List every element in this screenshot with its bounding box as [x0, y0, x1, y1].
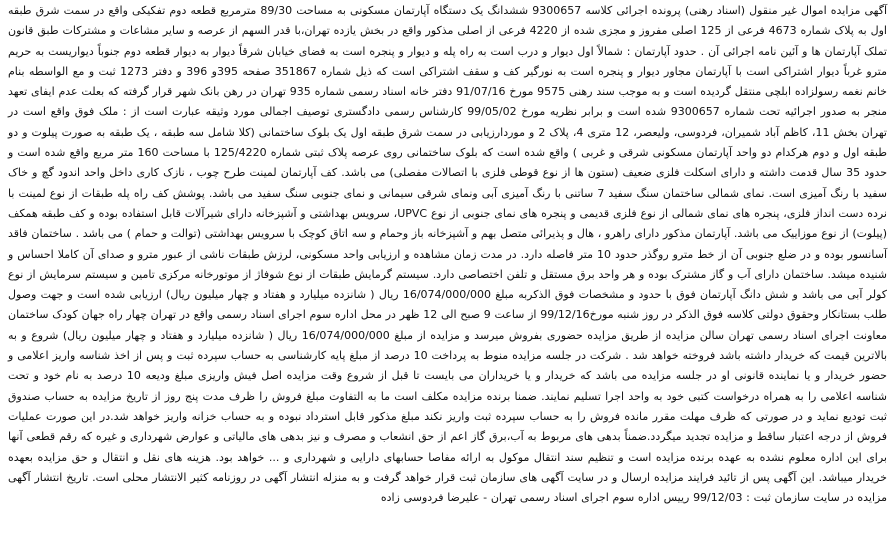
auction-notice-body: آگهی مزایده اموال غیر منقول (اسناد رهنی) پرونده اجرائی کلاسه 9300657 ششدانگ یک دستگاه آپارتمان مسکونی به مساحت 89/30 مترمربع قطعه دوم تفکیکی واقع در سمت شرق طبقه اول به پلاک شماره 4673 فرعی از 125 اصلی مفروز و مجزی شده از 4220 فرعی از اصلی مذکور واقع در بخش یازده تهران،با قدر السهم از عرصه و سایر مشاعات و مشترکات طبق قانون تملک آپارتمان ها و آئین نامه اجرائی آن . حدود آپارتمان : شمالاً اول دیوار و درب است به راه پله و دیوار و پنجره است به فضای خیابان شرقاً دیوار به دیوار قطعه دوم جنوباً دیواریست به حریم مترو غرباً دیوار اشتراکی است با آپارتمان مجاور دیوار و پنجره است به نورگیر کف و سقف اشتراکی است که ذیل شماره 351867 صفحه 395و 396 و دفتر 1273 ثبت و مع الواسطه بنام خانم نغمه رسولزاده ابلچی منتقل گردیده است و به موجب سند رهنی 9575 مورخ 91/07/16 دفتر خانه اسناد رسمی شماره 935 تهران در رهن بانک شهر قرار گرفته که بعلت عدم ایفای تعهد منجر به صدور اجرائیه تحت شماره 9300657 شده است و برابر نظریه مورخ 99/05/02 کارشناس رسمی دادگستری توصیف اجمالی مورد وثیقه عبارت است از : ملک فوق واقع است در تهران بخش 11، کاظم آباد شمیران، فردوسی، ولیعصر، 12 متری 4، پلاک 2 و موردارزیابی در سمت شرق طبقه اول یک بلوک ساختمانی (کلا شامل سه طبقه ، یک طبقه به صورت پیلوت و دو طبقه اول و دوم هرکدام دو واحد آپارتمان مسکونی شرقی و غربی ) واقع شده است که بلوک ساختمانی روی عرصه پلاک ثبتی شماره 125/4220 با مساحت 160 متر مربع واقع شده است و حدود 35 سال قدمت داشته و دارای اسکلت فلزی ضعیف (ستون ها از نوع قوطی فلزی با اتصالات مفصلی) می باشد. کف آپارتمان لمینت طرح چوب ، نازک کاری داخل واحد اندود گچ و خاک سفید با رنگ آمیزی است. نمای شمالی ساختمان سنگ سفید 7 ساتنی با رنگ آمیزی آبی ونمای شرقی سیمانی و نمای جنوبی سنگ سفید می باشد. پوشش کف راه پله طبقات از نوع لمینت با نرده دست انداز فلزی، پنجره های نمای شمالی از نوع فلزی قدیمی و پنجره های نمای جنوبی از نوع UPVC، سرویس بهداشتی و آشپزخانه دارای شیرآلات قابل استفاده بوده و کف طبقه همکف (پیلوت) از نوع موزاییک می باشد. آپارتمان مذکور دارای راهرو ، هال و پذیرائی متصل بهم و آشپزخانه باز وحمام و سه اتاق کوچک با سرویس بهداشتی (توالت و حمام ) می باشد . ساختمان فاقد آسانسور بوده و در ضلع جنوبی آن از خط مترو روگذر حدود 10 متر فاصله دارد. در مدت زمان مشاهده و ارزیابی واحد مسکونی، لرزش طبقات ناشی از عبور مترو و صدای آن کاملا احساس و شنیده میشد. ساختمان دارای آب و گاز مشترک بوده و هر واحد برق مستقل و تلفن اختصاصی دارد. سیستم گرمایش طبقات از نوع شوفاژ از موتورخانه مرکزی تامین و سیستم سرمایش از نوع کولر آبی می باشد و شش دانگ آپارتمان فوق با حدود و مشخصات فوق الذکربه مبلغ 16/074/000/000 ریال ( شانزده میلیارد و هفتاد و چهار میلیون ریال) ارزیابی شده است و جهت وصول طلب بستانکار وحقوق دولتی کلاسه فوق الذکر در روز شنبه مورخ99/12/16 از ساعت 9 صبح الی 12 ظهر در محل اداره سوم اجرای اسناد رسمی واقع در تهران چهار راه جهان کودک ساختمان معاونت اجرای اسناد رسمی تهران سالن مزایده از طریق مزایده حضوری بفروش میرسد و مزایده از مبلغ 16/074/000/000 ریال ( شانزده میلیارد و هفتاد و چهار میلیون ریال) شروع و به بالاترین قیمت که خریدار داشته باشد فروخته خواهد شد . شرکت در جلسه مزایده منوط به پرداخت 10 درصد از مبلغ پایه کارشناسی به حساب سپرده ثبت و پس از اخذ شناسه واریز اعلامی و حضور خریدار و یا نماینده قانونی او در جلسه مزایده می باشد که خریدار و یا خریداران می بایست تا قبل از شروع وقت مزایده اصل فیش واریزی مبلغ ودیعه 10 درصد به نام خود و تحت شناسه اعلامی را به همراه درخواست کتبی خود به واحد اجرا تسلیم نمایند. ضمنا برنده مزایده مکلف است ما به التفاوت مبلغ فروش را ظرف مدت پنج روز از تاریخ مزایده به حساب صندوق ثبت تودیع نماید و در صورتی که ظرف مهلت مقرر مانده فروش را به حساب سپرده ثبت واریز نکند مبلغ مذکور قابل استرداد نبوده و به حساب خزانه واریز خواهد شد.در این صورت عملیات فروش از درجه اعتبار ساقط و مزایده تجدید میگردد.ضمناً بدهی های مربوط به آب،برق گاز اعم از حق انشعاب و مصرف و نیز بدهی های مالیاتی و عوارض شهرداری و غیره که رقم قطعی آنها برای این اداره معلوم نشده به عهده برنده مزایده است و تنظیم سند انتقال موکول به ارائه مفاصا حسابهای دارایی و شهرداری و ... خواهد بود. هزینه های نقل و انتقال و حق مزایده بعهده خریدار میباشد. این آگهی پس از تائید فرایند مزایده ارسال و در سایت آگهی های سازمان ثبت قرار خواهد گرفت و به منزله انتشار آگهی در روزنامه کثیر الانتشار محلی است. تاریخ انتشار آگهی مزایده در سایت سازمان ثبت : 99/12/03 رییس اداره سوم اجرای اسناد رسمی تهران - علیرضا فردوسی زاده — [8, 4, 888, 505]
auction-notice-document — [4, 0, 891, 551]
